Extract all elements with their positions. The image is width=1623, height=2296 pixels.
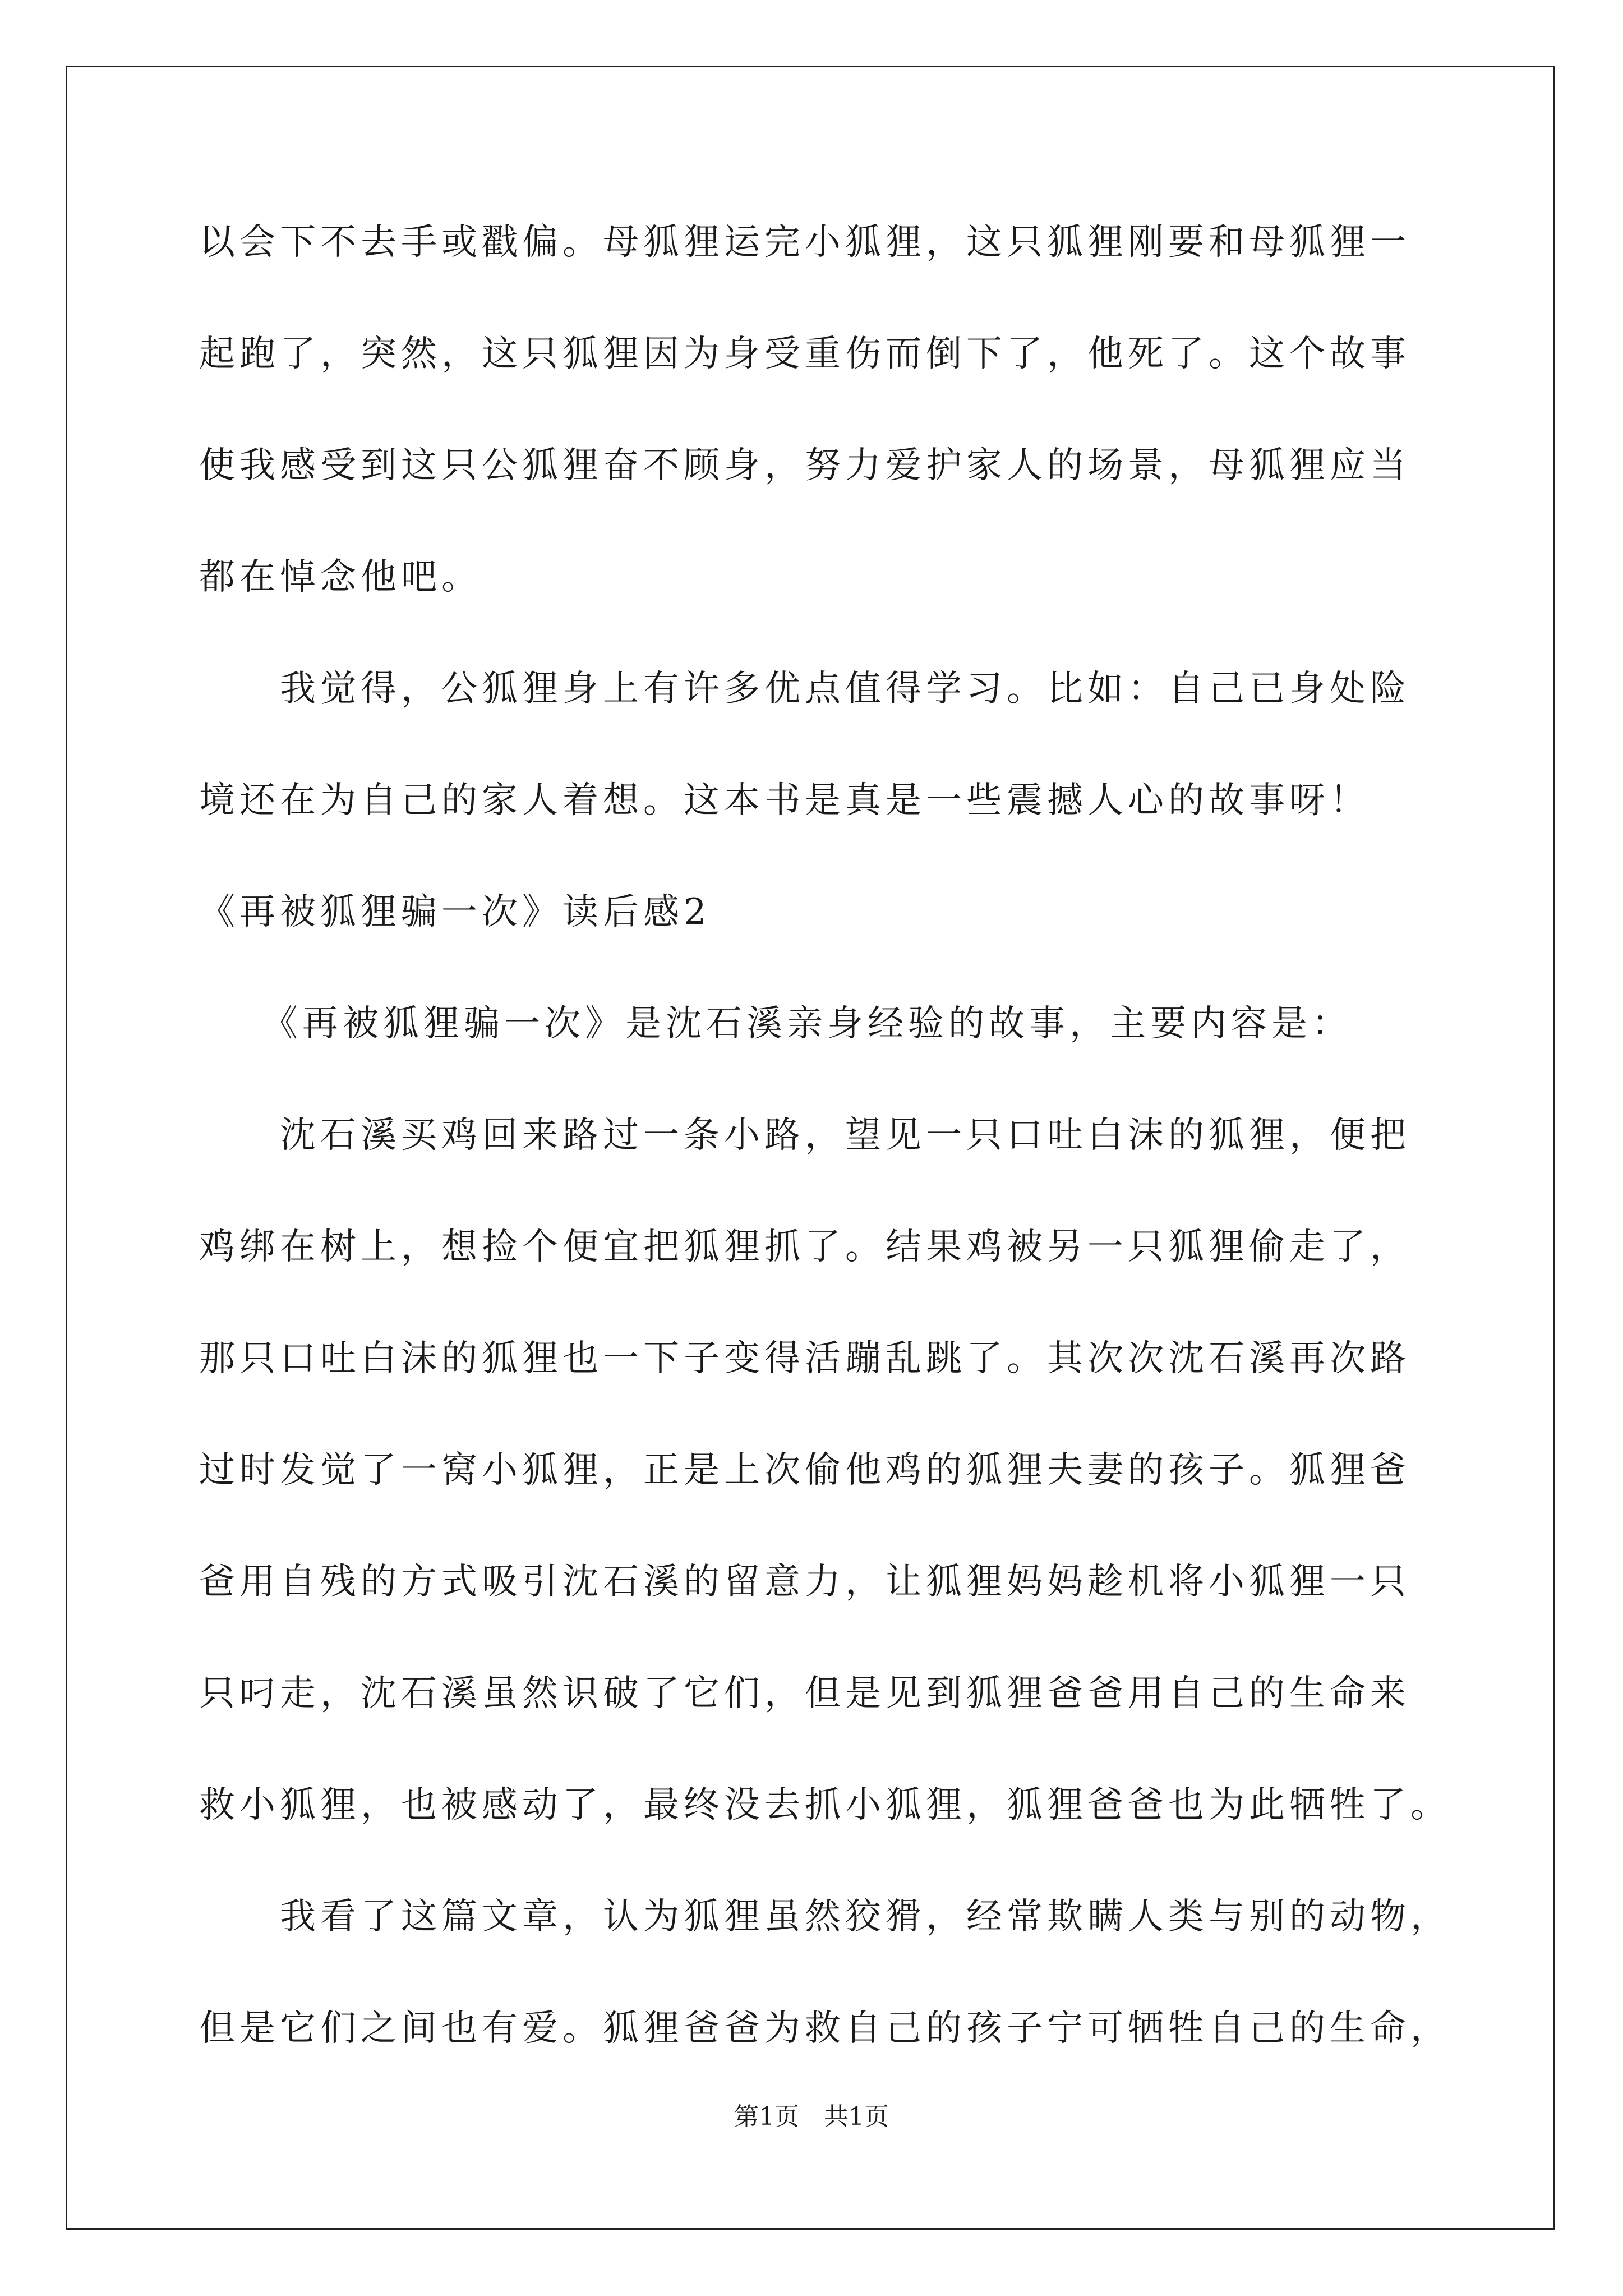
text-line: 以会下不去手或戳偏。母狐狸运完小狐狸，这只狐狸刚要和母狐狸一 [199,222,1410,263]
text-line: 我觉得，公狐狸身上有许多优点值得学习。比如：自己已身处险 [199,668,1410,710]
text-line: 但是它们之间也有爱。狐狸爸爸为救自己的孩子宁可牺牲自己的生命， [199,2008,1451,2049]
text-line: 救小狐狸，也被感动了，最终没去抓小狐狸，狐狸爸爸也为此牺牲了。 [199,1784,1451,1826]
text-line: 《再被狐狸骗一次》是沈石溪亲身经验的故事，主要内容是： [199,1003,1352,1045]
section-heading: 《再被狐狸骗一次》读后感2 [199,891,711,933]
text-line: 境还在为自己的家人着想。这本书是真是一些震撼人心的故事呀！ [199,780,1370,821]
text-line: 我看了这篇文章，认为狐狸虽然狡猾，经常欺瞒人类与别的动物， [199,1896,1451,1938]
page-footer: 第1页 共1页 [734,2102,889,2131]
document-body [199,213,1451,2111]
text-line: 沈石溪买鸡回来路过一条小路，望见一只口吐白沫的狐狸，便把 [199,1115,1410,1156]
text-line: 爸用自残的方式吸引沈石溪的留意力，让狐狸妈妈趁机将小狐狸一只 [199,1561,1410,1603]
text-line: 过时发觉了一窝小狐狸，正是上次偷他鸡的狐狸夫妻的孩子。狐狸爸 [199,1450,1410,1491]
text-line: 鸡绑在树上，想捡个便宜把狐狸抓了。结果鸡被另一只狐狸偷走了， [199,1226,1410,1268]
text-line: 使我感受到这只公狐狸奋不顾身，努力爱护家人的场景，母狐狸应当 [199,445,1410,486]
text-line: 都在悼念他吧。 [199,556,482,598]
text-line: 起跑了，突然，这只狐狸因为身受重伤而倒下了，他死了。这个故事 [199,333,1410,375]
text-line: 只叼走，沈石溪虽然识破了它们，但是见到狐狸爸爸用自己的生命来 [199,1673,1410,1714]
text-line: 那只口吐白沫的狐狸也一下子变得活蹦乱跳了。其次次沈石溪再次路 [199,1338,1410,1379]
